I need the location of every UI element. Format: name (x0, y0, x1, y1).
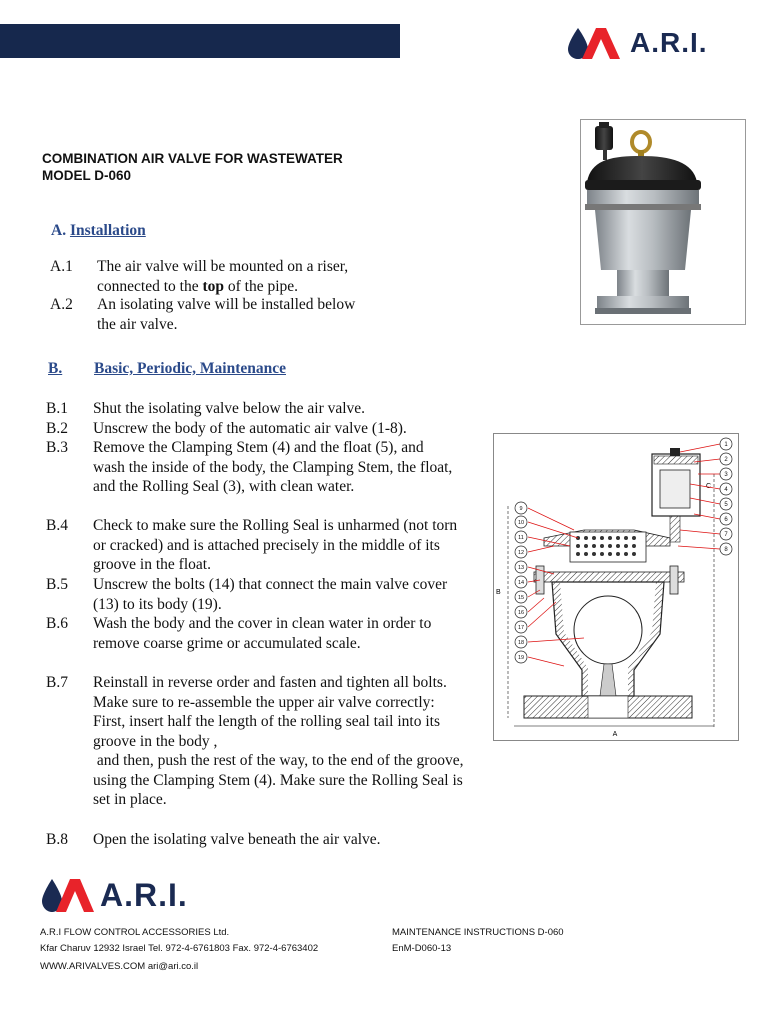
footer-document-info: MAINTENANCE INSTRUCTIONS D-060 EnM-D060-13 (392, 927, 564, 954)
list-item: B.4 Check to make sure the Rolling Seal is unharmed (not torn or cracked) and is attached precisely in the middle of its groove in the float. (46, 517, 458, 573)
dimension-b-label: B (496, 589, 501, 596)
footer-logo (40, 875, 188, 915)
list-item: A.2 An isolating valve will be installed below the air valve. (50, 296, 356, 333)
dimension-c-label: C (706, 483, 712, 490)
list-item: B.3 Remove the Clamping Stem (4) and the float (5), and wash the inside of the body, the Clamping Stem, the float, and the Rolling Seal (3), with clean water. (46, 439, 453, 495)
svg-text:4: 4 (724, 487, 728, 493)
product-photo (580, 119, 746, 325)
svg-text:16: 16 (517, 610, 525, 616)
svg-text:17: 17 (517, 625, 525, 631)
svg-text:6: 6 (724, 517, 728, 523)
header-bar (0, 24, 400, 58)
svg-text:18: 18 (517, 640, 525, 646)
section-b-heading: B. Basic, Periodic, Maintenance (48, 360, 286, 377)
footer-brand-text: A.R.I. (100, 876, 188, 913)
list-item: B.6 Wash the body and the cover in clean water in order to remove coarse grime or accumulated scale. (46, 615, 432, 652)
svg-text:12: 12 (517, 550, 525, 556)
section-a-heading: A. Installation (51, 222, 146, 239)
header-brand-text: A.R.I. (630, 27, 708, 58)
document-title: COMBINATION AIR VALVE FOR WASTEWATER MODEL D-060 (42, 151, 343, 183)
valve-cross-section-diagram (493, 433, 739, 741)
ari-logo-mark-icon (40, 875, 100, 915)
svg-text:3: 3 (724, 472, 728, 478)
svg-text:9: 9 (519, 506, 523, 512)
svg-text:8: 8 (724, 547, 728, 553)
list-item: B.5 Unscrew the bolts (14) that connect the main valve cover (13) to its body (19). (46, 576, 448, 613)
list-item: B.7 Reinstall in reverse order and fasten and tighten all bolts. Make sure to re-assemble the upper air valve correctly: First, insert half the length of the rolling seal tail into its groove in the body , and then, push the rest of the way, to the end of the groove, using the Clamping Stem (4). Make sure the Rolling Seal is set in place. (46, 674, 468, 808)
footer-company-info: A.R.I FLOW CONTROL ACCESSORIES Ltd. Kfar Charuv 12932 Israel Tel. 972-4-6761803 Fax. 972-4-6763402 WWW.ARIVALVES.COM ari@ari.co.il (40, 927, 319, 972)
list-item: B.2 Unscrew the body of the automatic air valve (1-8). (46, 419, 407, 437)
svg-text:7: 7 (724, 532, 728, 538)
svg-text:5: 5 (724, 502, 728, 508)
list-item: B.1 Shut the isolating valve below the air valve. (46, 400, 366, 417)
dimension-a-label: A (612, 731, 618, 738)
svg-text:19: 19 (517, 655, 525, 661)
svg-text:10: 10 (517, 520, 525, 526)
ari-logo-mark-icon (566, 24, 628, 62)
air-valve-photo-icon (581, 120, 745, 324)
svg-text:13: 13 (517, 565, 525, 571)
valve-diagram-icon (494, 434, 738, 740)
header-logo (566, 24, 708, 62)
svg-text:2: 2 (724, 457, 728, 463)
svg-text:1: 1 (724, 442, 728, 448)
svg-text:14: 14 (517, 580, 525, 586)
svg-text:11: 11 (518, 535, 524, 541)
svg-text:15: 15 (517, 595, 525, 601)
list-item: B.8 Open the isolating valve beneath the air valve. (46, 831, 381, 848)
list-item: A.1 The air valve will be mounted on a riser, connected to the top of the pipe. (50, 258, 349, 295)
